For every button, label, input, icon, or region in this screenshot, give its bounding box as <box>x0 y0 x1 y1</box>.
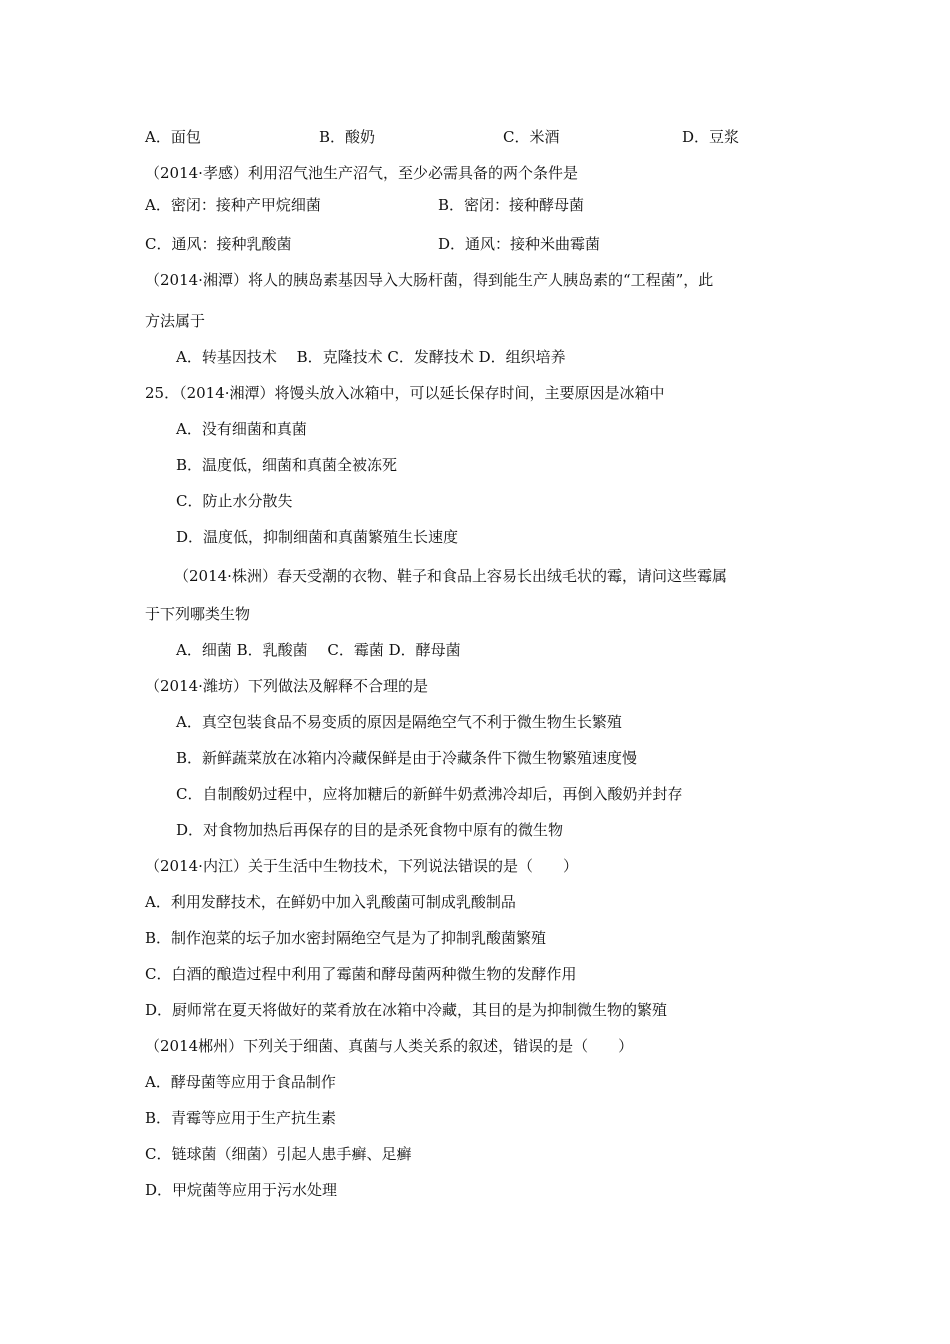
option-b: B．新鲜蔬菜放在冰箱内冷藏保鲜是由于冷藏条件下微生物繁殖速度慢 <box>176 749 638 767</box>
option-b: B．密闭：接种酵母菌 <box>438 196 585 214</box>
option-b: B．制作泡菜的坛子加水密封隔绝空气是为了抑制乳酸菌繁殖 <box>145 929 547 947</box>
option-d: D．温度低，抑制细菌和真菌繁殖生长速度 <box>176 528 459 546</box>
option-d: D．厨师常在夏天将做好的菜肴放在冰箱中冷藏，其目的是为抑制微生物的繁殖 <box>145 1001 668 1019</box>
option-c: C．自制酸奶过程中，应将加糖后的新鲜牛奶煮沸冷却后，再倒入酸奶并封存 <box>176 785 683 803</box>
question-stem: （2014郴州）下列关于细菌、真菌与人类关系的叙述，错误的是（ ） <box>145 1037 634 1055</box>
question-stem: 25．（2014·湘潭）将馒头放入冰箱中，可以延长保存时间，主要原因是冰箱中 <box>145 384 665 402</box>
option-row: A．细菌 B．乳酸菌 C．霉菌 D．酵母菌 <box>176 641 461 659</box>
option-a: A．密闭：接种产甲烷细菌 <box>145 196 321 214</box>
question-stem: （2014·孝感）利用沼气池生产沼气，至少必需具备的两个条件是 <box>145 164 578 182</box>
option-a: A．真空包装食品不易变质的原因是隔绝空气不利于微生物生长繁殖 <box>176 713 622 731</box>
option-b: B．温度低，细菌和真菌全被冻死 <box>176 456 398 474</box>
option-d: D．甲烷菌等应用于污水处理 <box>145 1181 338 1199</box>
option-a: A．没有细菌和真菌 <box>176 420 307 438</box>
question-stem-continued: 方法属于 <box>145 312 206 330</box>
question-stem: （2014·内江）关于生活中生物技术，下列说法错误的是（ ） <box>145 857 578 875</box>
option-a: A．利用发酵技术，在鲜奶中加入乳酸菌可制成乳酸制品 <box>145 893 516 911</box>
option-c: C．防止水分散失 <box>176 492 293 510</box>
option-b: B．青霉等应用于生产抗生素 <box>145 1109 337 1127</box>
option-d: D．豆浆 <box>682 128 740 146</box>
option-c: C．白酒的酿造过程中利用了霉菌和酵母菌两种微生物的发酵作用 <box>145 965 577 983</box>
option-d: D．通风：接种米曲霉菌 <box>438 235 601 253</box>
option-a: A．面包 <box>145 128 201 146</box>
option-c: C．米酒 <box>503 128 560 146</box>
question-stem-continued: 于下列哪类生物 <box>145 605 251 623</box>
option-a: A．酵母菌等应用于食品制作 <box>145 1073 336 1091</box>
question-stem: （2014·株洲）春天受潮的衣物、鞋子和食品上容易长出绒毛状的霉，请问这些霉属 <box>174 567 727 585</box>
question-stem: （2014·潍坊）下列做法及解释不合理的是 <box>145 677 428 695</box>
question-stem: （2014·湘潭）将人的胰岛素基因导入大肠杆菌，得到能生产人胰岛素的“工程菌”，此 <box>145 271 714 289</box>
option-d: D．对食物加热后再保存的目的是杀死食物中原有的微生物 <box>176 821 564 839</box>
option-b: B．酸奶 <box>319 128 376 146</box>
option-c: C．链球菌（细菌）引起人患手癣、足癣 <box>145 1145 412 1163</box>
option-c: C．通风：接种乳酸菌 <box>145 235 292 253</box>
option-row: A．转基因技术 B．克隆技术 C．发酵技术 D．组织培养 <box>176 348 566 366</box>
